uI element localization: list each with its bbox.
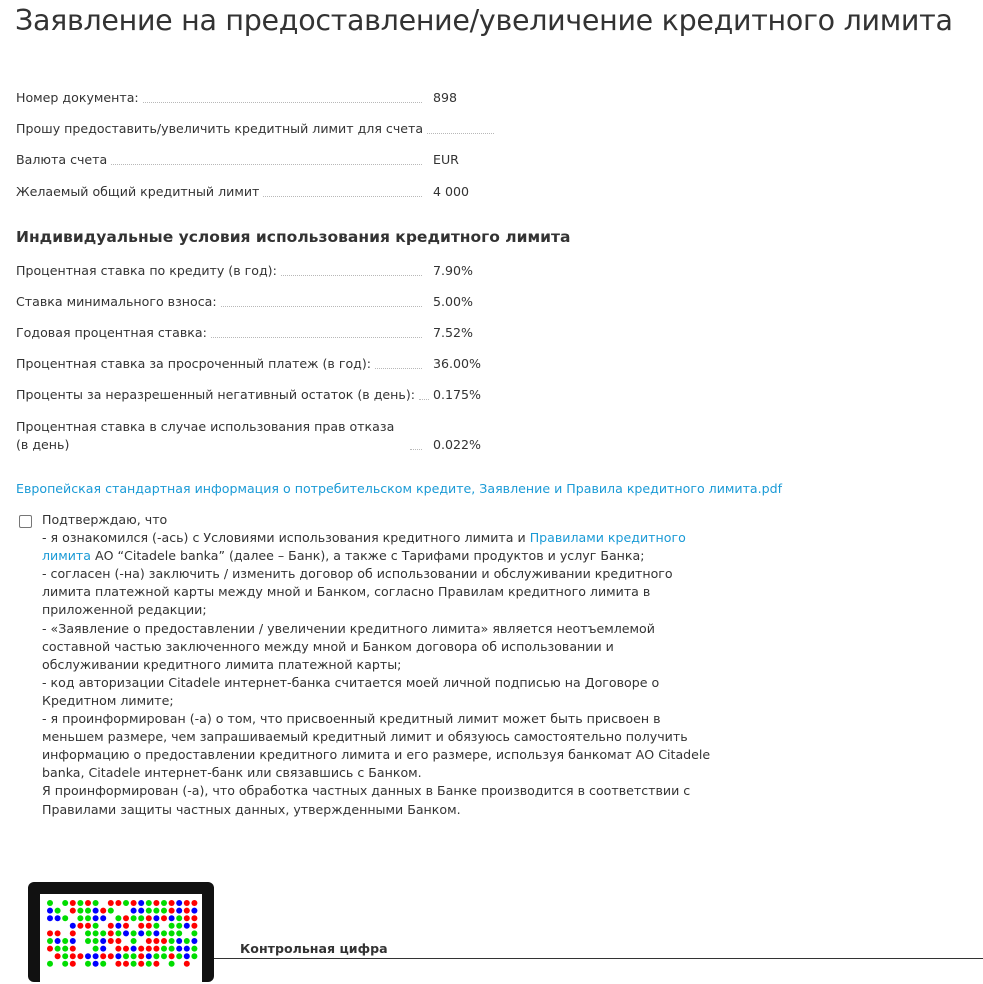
flicker-dot [138,930,144,936]
flicker-dot [115,900,121,906]
leader-dots [211,337,422,338]
condition-value: 7.52% [433,325,474,340]
flicker-dot [55,946,61,952]
currency-value: EUR [433,152,459,167]
flicker-dot [62,915,68,921]
flicker-dot [70,946,76,952]
flicker-dot [108,930,114,936]
flicker-dot [176,953,182,959]
flicker-dot [93,938,99,944]
flicker-dot [153,961,159,967]
flicker-dot [169,915,175,921]
flicker-dot [123,961,129,967]
flicker-dot [62,938,68,944]
flicker-dot [146,961,152,967]
flicker-dot [153,900,159,906]
flicker-dot [108,908,114,914]
divider [214,958,983,959]
desired-limit-value: 4 000 [433,184,470,199]
flicker-dot [138,923,144,929]
confirmation-text [42,511,711,819]
flicker-dot [93,923,99,929]
confirm-line: меньшем размере, чем запрашиваемый кредитный лимит и обязуюсь самостоятельно получить [42,729,688,745]
leader-dots [427,133,494,134]
flicker-dot [108,923,114,929]
flicker-dot [146,953,152,959]
flicker-dot [146,930,152,936]
flicker-dot [169,946,175,952]
flicker-dot [100,953,106,959]
flicker-dot [169,930,175,936]
confirm-line: Правилами защиты частных данных, утвержденными Банком. [42,801,461,817]
pdf-download-link[interactable]: Европейская стандартная информация о потребительском кредите, Заявление и Правила кредитного лимита.pdf [16,481,783,496]
flicker-dot [115,938,121,944]
confirm-line: лимита платежной карты между мной и Банком, согласно Правилам кредитного лимита в [42,584,651,600]
flicker-dot [93,900,99,906]
flicker-dot [169,953,175,959]
flicker-dot [123,946,129,952]
flicker-dot [131,946,137,952]
confirm-line: лимита АО “Citadele banka” (далее – Банк), а также с Тарифами продуктов и услуг Банка; [42,548,645,564]
flicker-dot [176,900,182,906]
document-number-value: 898 [433,90,458,105]
flicker-dot [161,915,167,921]
flicker-dot [55,953,61,959]
flicker-dot [70,938,76,944]
confirm-line: banka, Citadele интернет-банк или связавшись с Банком. [42,765,422,781]
flicker-dot [191,930,197,936]
flicker-dot [131,938,137,944]
condition-label: Процентная ставка в случае использования прав отказа (в день) [16,419,395,452]
flicker-dot [77,953,83,959]
flicker-dot [62,961,68,967]
flicker-dot [70,953,76,959]
flicker-dot [191,915,197,921]
confirm-line: - я проинформирован (-а) о том, что присвоенный кредитный лимит может быть присвоен в [42,711,661,727]
flicker-dot [115,930,121,936]
flicker-dot [131,915,137,921]
flicker-dot [123,953,129,959]
flicker-dot [62,900,68,906]
flicker-dot [93,953,99,959]
flicker-dot [93,946,99,952]
confirm-line: обслуживании кредитного лимита платежной карты; [42,656,402,672]
confirm-line: Я проинформирован (-а), что обработка частных данных в Банке производится в соответствии с [42,783,691,799]
field-label: Прошу предоставить/увеличить кредитный лимит для счета [16,121,424,136]
flicker-dot [161,930,167,936]
field-label: Номер документа: [16,90,139,105]
flicker-dot [176,938,182,944]
flicker-dot [55,930,61,936]
flicker-dot [191,923,197,929]
condition-label: Проценты за неразрешенный негативный остаток (в день): [16,387,415,402]
flicker-dot [70,900,76,906]
condition-label: Ставка минимального взноса: [16,294,217,309]
flicker-dot [55,908,61,914]
flicker-dot [85,938,91,944]
confirm-line: информацию о предоставлении кредитного лимита и его размере, используя банкомат АО Citadele [42,747,711,763]
flicker-dot [85,923,91,929]
flicker-dot [153,915,159,921]
flicker-dot [153,938,159,944]
flicker-dot [138,953,144,959]
flicker-dot [153,908,159,914]
flicker-dot [191,953,197,959]
flicker-dot [115,953,121,959]
flicker-dot [184,938,190,944]
leader-dots [375,368,422,369]
flicker-dot [115,946,121,952]
flicker-dot [47,908,53,914]
flicker-dot [146,908,152,914]
conditions-title: Индивидуальные условия использования кредитного лимита [16,228,571,246]
flicker-dot [176,946,182,952]
condition-label: Процентная ставка за просроченный платеж (в год): [16,356,372,371]
flicker-dot [85,915,91,921]
flicker-dot [191,900,197,906]
flicker-dot [100,915,106,921]
flicker-code-screen [40,894,202,984]
flicker-dot [169,908,175,914]
confirm-line: - я ознакомился (-ась) с Условиями использования кредитного лимита и Правилами кредитного [42,530,686,546]
flicker-dot [161,900,167,906]
confirm-intro: Подтверждаю, что [42,512,168,527]
flicker-dot [138,946,144,952]
flicker-dots [46,899,198,979]
flicker-dot [70,908,76,914]
confirm-line: приложенной редакции; [42,602,207,618]
field-label: Желаемый общий кредитный лимит [16,184,260,199]
flicker-dot [47,961,53,967]
control-digit-label: Контрольная цифра [240,941,388,956]
flicker-dot [108,953,114,959]
flicker-dot [146,923,152,929]
flicker-dot [93,961,99,967]
flicker-dot [123,915,129,921]
flicker-dot [191,908,197,914]
flicker-dot [108,938,114,944]
flicker-dot [115,915,121,921]
flicker-dot [93,915,99,921]
confirm-line: составной частью заключенного между мной и Банком договора об использовании и [42,638,614,654]
flicker-dot [47,938,53,944]
flicker-dot [100,946,106,952]
flicker-dot [55,938,61,944]
flicker-dot [184,915,190,921]
flicker-dot [138,915,144,921]
flicker-dot [115,961,121,967]
flicker-dot [184,908,190,914]
leader-dots [410,449,422,450]
flicker-dot [115,923,121,929]
flicker-dot [184,923,190,929]
flicker-dot [176,915,182,921]
flicker-dot [184,961,190,967]
flicker-dot [47,930,53,936]
flicker-dot [146,938,152,944]
flicker-dot [191,946,197,952]
flicker-dot [70,923,76,929]
condition-value: 7.90% [433,263,474,278]
confirm-line: - «Заявление о предоставлении / увеличении кредитного лимита» является неотъемлемой [42,620,655,636]
leader-dots [143,102,422,103]
flicker-dot [131,930,137,936]
flicker-dot [153,923,159,929]
leader-dots [221,306,422,307]
condition-value: 5.00% [433,294,474,309]
flicker-dot [161,946,167,952]
flicker-dot [138,900,144,906]
flicker-dot [169,900,175,906]
flicker-dot [169,938,175,944]
flicker-dot [62,953,68,959]
flicker-dot [55,915,61,921]
flicker-dot [47,915,53,921]
flicker-dot [146,900,152,906]
flicker-dot [85,961,91,967]
flicker-dot [70,930,76,936]
confirm-line: - код авторизации Citadele интернет-банка считается моей личной подписью на Договоре о [42,674,660,690]
flicker-dot [100,961,106,967]
flicker-dot [100,938,106,944]
confirm-line: Кредитном лимите; [42,692,174,708]
flicker-dot [146,915,152,921]
flicker-dot [131,953,137,959]
flicker-dot [184,953,190,959]
flicker-dot [161,938,167,944]
flicker-dot [131,900,137,906]
condition-label: Процентная ставка по кредиту (в год): [16,263,277,278]
code-device [28,882,214,982]
field-label: Валюта счета [16,152,108,167]
condition-label: Годовая процентная ставка: [16,325,207,340]
flicker-dot [85,908,91,914]
flicker-dot [153,930,159,936]
flicker-dot [93,930,99,936]
flicker-dot [77,915,83,921]
credit-limit-rules-link-cont[interactable]: лимита [42,548,91,564]
flicker-dot [176,923,182,929]
leader-dots [111,164,422,165]
flicker-dot [62,946,68,952]
flicker-dot [131,908,137,914]
flicker-dot [93,908,99,914]
flicker-dot [77,908,83,914]
leader-dots [419,399,429,400]
flicker-dot [47,946,53,952]
flicker-dot [77,923,83,929]
condition-value: 36.00% [433,356,482,371]
condition-value: 0.022% [433,437,482,452]
flicker-dot [161,908,167,914]
flicker-dot [123,900,129,906]
flicker-dot [138,908,144,914]
flicker-dot [153,946,159,952]
leader-dots [281,275,422,276]
flicker-dot [108,900,114,906]
flicker-dot [100,908,106,914]
flicker-dot [138,961,144,967]
flicker-dot [169,961,175,967]
flicker-dot [184,900,190,906]
flicker-dot [70,961,76,967]
flicker-dot [176,930,182,936]
credit-limit-rules-link[interactable]: Правилами кредитного [529,530,686,546]
flicker-dot [47,900,53,906]
flicker-dot [176,908,182,914]
flicker-dot [146,946,152,952]
leader-dots [263,196,422,197]
flicker-dot [85,953,91,959]
flicker-dot [100,930,106,936]
confirm-checkbox[interactable] [19,515,32,528]
flicker-dot [77,900,83,906]
flicker-dot [85,900,91,906]
flicker-dot [123,923,129,929]
flicker-dot [153,953,159,959]
confirm-line: - согласен (-на) заключить / изменить договор об использовании и обслуживании кредитного [42,566,673,582]
flicker-dot [85,930,91,936]
condition-value: 0.175% [433,387,482,402]
condition-row [16,418,536,454]
flicker-dot [191,938,197,944]
flicker-dot [123,930,129,936]
flicker-dot [131,961,137,967]
flicker-dot [161,953,167,959]
flicker-dot [169,923,175,929]
page-title: Заявление на предоставление/увеличение кредитного лимита [15,4,953,37]
flicker-dot [184,946,190,952]
